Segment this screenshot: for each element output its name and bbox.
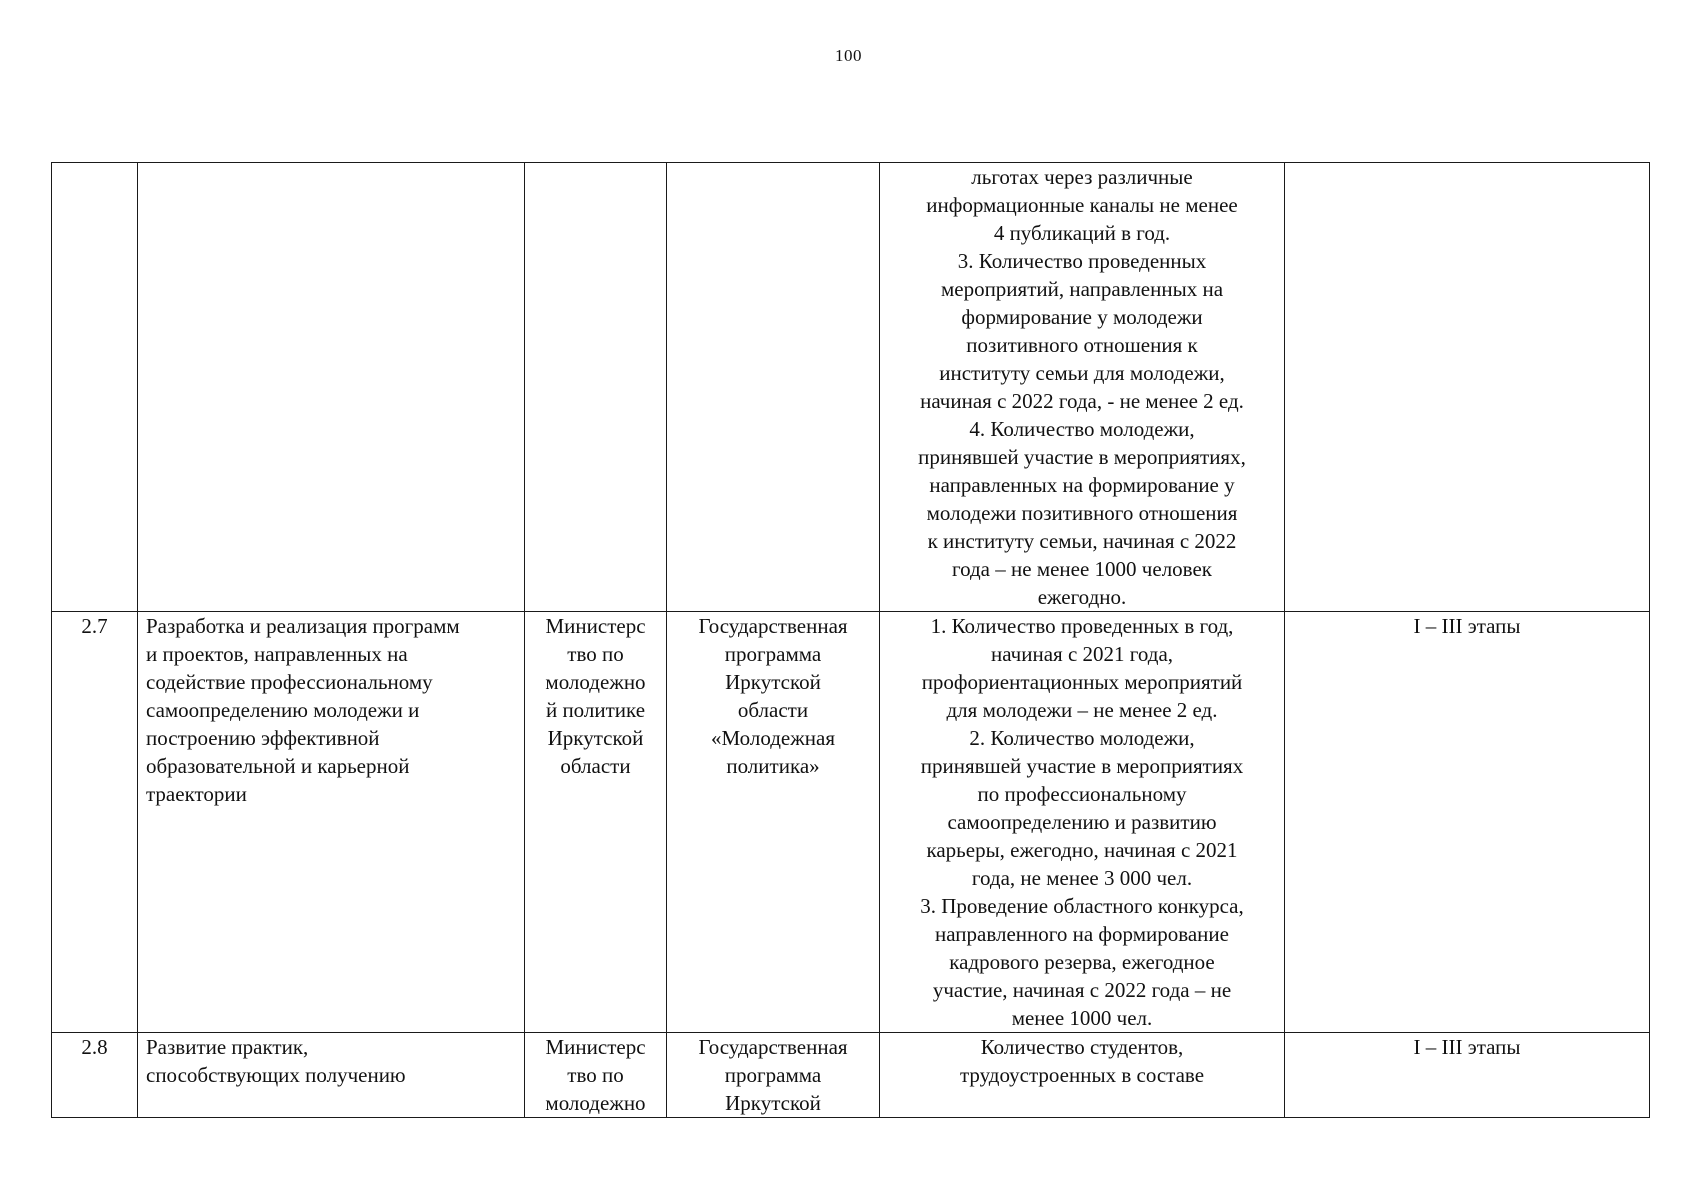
indicators-line: участие, начиная с 2022 года – не (932, 978, 1232, 1002)
description-line: образовательной и карьерной (146, 754, 410, 778)
indicators-line: молодежи позитивного отношения (926, 501, 1238, 525)
cell-program (667, 1033, 880, 1118)
cell-number: 2.7 (52, 612, 138, 1033)
description-line: содействие профессиональному (146, 670, 433, 694)
indicators-line: льготах через различные (971, 165, 1193, 189)
executor-line: тво по (567, 1063, 624, 1087)
description-line: Развитие практик, (146, 1035, 309, 1059)
indicators-line: самоопределению и развитию (947, 810, 1217, 834)
cell-program (667, 163, 880, 612)
executor-line: молодежно (545, 670, 646, 694)
indicators-line: менее 1000 чел. (1011, 1006, 1153, 1030)
indicators-line: ежегодно. (1037, 585, 1127, 609)
table-row (52, 612, 1650, 1033)
cell-indicators (880, 163, 1285, 612)
cell-description (138, 163, 525, 612)
indicators-line: начиная с 2022 года, - не менее 2 ед. (920, 389, 1244, 413)
indicators-line: кадрового резерва, ежегодное (949, 950, 1215, 974)
table-row (52, 163, 1650, 612)
indicators-line: года – не менее 1000 человек (952, 557, 1212, 581)
indicators-line: 4 публикаций в год. (993, 221, 1171, 245)
indicators-line: 2. Количество молодежи, (969, 726, 1195, 750)
indicators-line: трудоустроенных в составе (959, 1063, 1205, 1087)
executor-line: й политике (545, 698, 646, 722)
program-line: политика» (726, 754, 820, 778)
cell-indicators (880, 1033, 1285, 1118)
measures-table (51, 162, 1650, 1118)
executor-line: молодежно (545, 1091, 646, 1115)
cell-term (1285, 163, 1650, 612)
executor-line: области (560, 754, 631, 778)
indicators-line: формирование у молодежи (961, 305, 1203, 329)
indicators-line: для молодежи – не менее 2 ед. (946, 698, 1218, 722)
cell-term: I – III этапы (1285, 1033, 1650, 1118)
program-line: Государственная (698, 1035, 848, 1059)
executor-line: Министерс (545, 1035, 646, 1059)
cell-executor (525, 163, 667, 612)
indicators-line: по профессиональному (977, 782, 1187, 806)
cell-executor (525, 1033, 667, 1118)
indicators-line: информационные каналы не менее (926, 193, 1238, 217)
description-line: самоопределению молодежи и (146, 698, 420, 722)
cell-description (138, 1033, 525, 1118)
program-line: Иркутской (725, 1091, 821, 1115)
program-line: Иркутской (725, 670, 821, 694)
page-number: 100 (835, 46, 862, 65)
indicators-line: направленных на формирование у (929, 473, 1235, 497)
indicators-line: начиная с 2021 года, (990, 642, 1174, 666)
executor-line: Министерс (545, 614, 646, 638)
program-line: области (737, 698, 809, 722)
cell-executor (525, 612, 667, 1033)
cell-term: I – III этапы (1285, 612, 1650, 1033)
executor-line: тво по (567, 642, 624, 666)
description-line: траектории (146, 782, 247, 806)
cell-number: 2.8 (52, 1033, 138, 1118)
indicators-line: направленного на формирование (935, 922, 1229, 946)
indicators-line: позитивного отношения к (966, 333, 1198, 357)
program-line: «Молодежная (711, 726, 835, 750)
indicators-line: года, не менее 3 000 чел. (971, 866, 1193, 890)
program-line: программа (724, 1063, 822, 1087)
program-line: Государственная (698, 614, 848, 638)
cell-program (667, 612, 880, 1033)
indicators-line: принявшей участие в мероприятиях, (918, 445, 1246, 469)
indicators-line: принявшей участие в мероприятиях (920, 754, 1244, 778)
indicators-line: Количество студентов, (980, 1035, 1184, 1059)
description-line: и проектов, направленных на (146, 642, 408, 666)
description-line: способствующих получению (146, 1063, 406, 1087)
indicators-line: 3. Проведение областного конкурса, (920, 894, 1244, 918)
cell-description (138, 612, 525, 1033)
executor-line: Иркутской (547, 726, 644, 750)
indicators-line: мероприятий, направленных на (940, 277, 1224, 301)
indicators-line: 1. Количество проведенных в год, (930, 614, 1234, 638)
description-line: Разработка и реализация программ (146, 614, 460, 638)
description-line: построению эффективной (146, 726, 380, 750)
indicators-line: карьеры, ежегодно, начиная с 2021 (926, 838, 1238, 862)
table-row (52, 1033, 1650, 1118)
indicators-line: 4. Количество молодежи, (969, 417, 1195, 441)
indicators-line: институту семьи для молодежи, (939, 361, 1225, 385)
cell-number (52, 163, 138, 612)
cell-indicators (880, 612, 1285, 1033)
indicators-line: 3. Количество проведенных (957, 249, 1207, 273)
program-line: программа (724, 642, 822, 666)
indicators-line: профориентационных мероприятий (921, 670, 1243, 694)
indicators-line: к институту семьи, начиная с 2022 (927, 529, 1237, 553)
